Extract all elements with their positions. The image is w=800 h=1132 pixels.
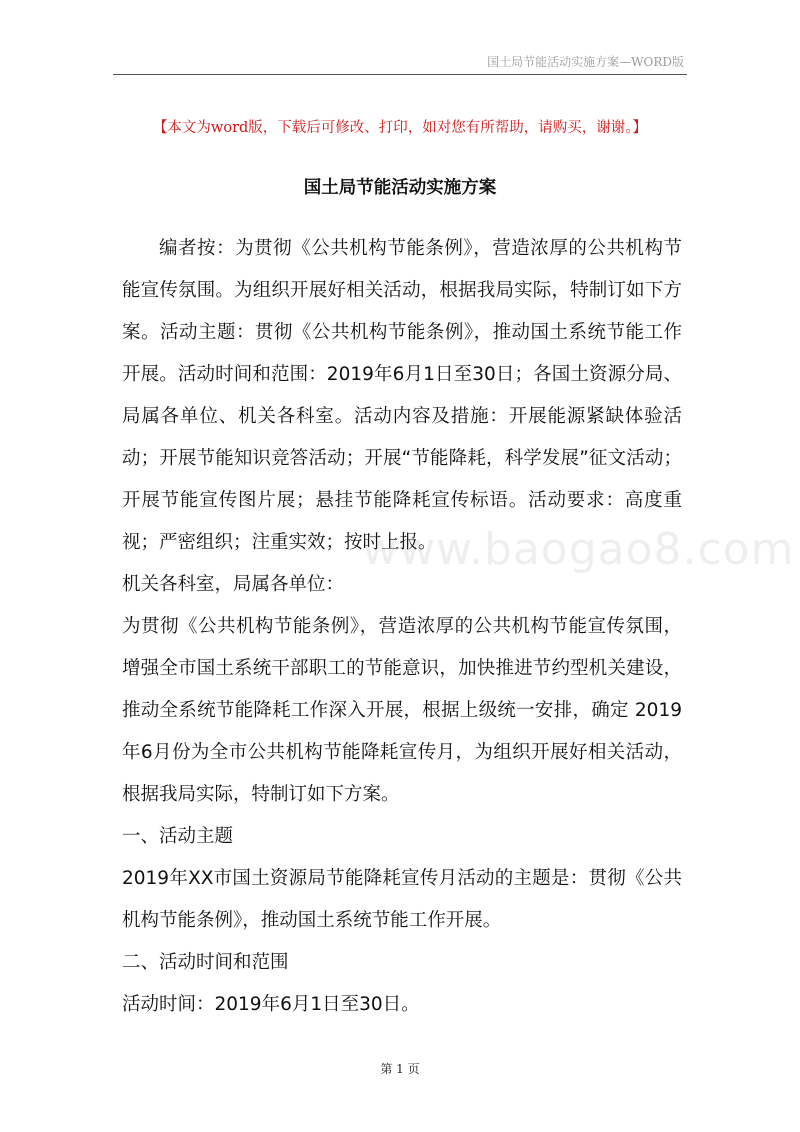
editor-note-paragraph: 编者按：为贯彻《公共机构节能条例》，营造浓厚的公共机构节能宣传氛围。为组织开展好相关活动，根据我局实际，特制订如下方案。活动主题：贯彻《公共机构节能条例》，推动国土系统节能工作开展。活动时间和范围：2019年6月1日至30日；各国土资源分局、局属各单位、机关各科室。活动内容及措施：开展能源紧缺体验活动；开展节能知识竞答活动；开展“节能降耗，科学发展”征文活动；开展节能宣传图片展；悬挂节能降耗宣传标语。活动要求：高度重视；严密组织；注重实效；按时上报。 [122, 238, 682, 553]
salutation-paragraph: 机关各科室，局属各单位： [122, 574, 345, 595]
document-body [122, 228, 682, 1026]
running-header: 国土局节能活动实施方案—WORD版 [487, 55, 684, 69]
section-heading-theme: 一、活动主题 [122, 826, 234, 847]
intro-paragraph: 为贯彻《公共机构节能条例》，营造浓厚的公共机构节能宣传氛围，增强全市国土系统干部职工的节能意识，加快推进节约型机关建设，推动全系统节能降耗工作深入开展，根据上级统一安排，确定 2019年6月份为全市公共机构节能降耗宣传月，为组织开展好相关活动，根据我局实际，特制订如下方案。 [122, 616, 682, 805]
document-title: 国土局节能活动实施方案 [303, 178, 497, 198]
site-watermark: www.baogao8.com [362, 524, 795, 575]
header-divider [113, 74, 687, 75]
purchase-notice: 【本文为word版，下载后可修改、打印，如对您有所帮助，请购买，谢谢。】 [152, 120, 648, 136]
section-heading-time-scope: 二、活动时间和范围 [122, 952, 289, 973]
page-number: 第 1 页 [380, 1062, 420, 1076]
theme-paragraph: 2019年XX市国土资源局节能降耗宣传月活动的主题是：贯彻《公共机构节能条例》，推动国土系统节能工作开展。 [122, 868, 682, 931]
time-paragraph: 活动时间：2019年6月1日至30日。 [122, 994, 420, 1015]
